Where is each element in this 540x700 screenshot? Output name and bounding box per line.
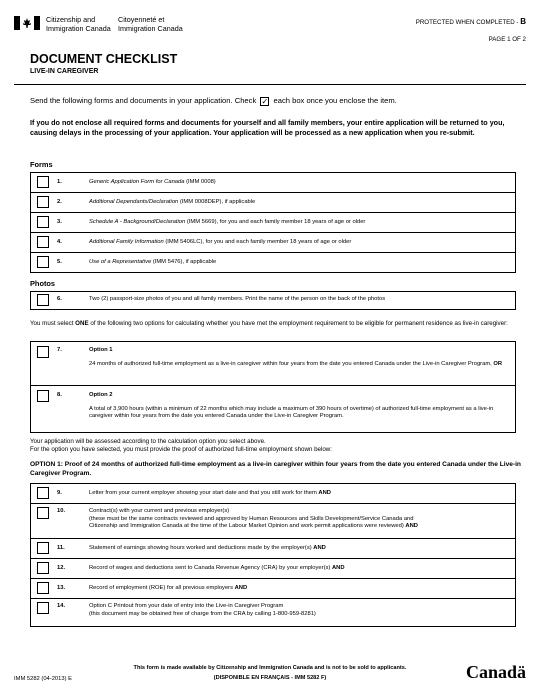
item-9-checkbox[interactable] (37, 487, 49, 499)
item-4-checkbox[interactable] (37, 236, 49, 248)
page-header (14, 14, 526, 46)
item-6-checkbox[interactable] (37, 294, 49, 306)
item-11-checkbox[interactable] (37, 542, 49, 554)
header-divider (14, 84, 526, 85)
photos-list (30, 291, 516, 310)
list-item: 6. Two (2) passport-size photos of you and all family members. Print the name of the person on the back of the photos (31, 292, 515, 309)
proof-list (30, 483, 516, 627)
list-item: 5. Use of a Representative (IMM 5476), if applicable (31, 253, 515, 272)
item-14-checkbox[interactable] (37, 602, 49, 614)
list-item: 11. Statement of earnings showing hours worked and deductions made by the employer(s) AND (31, 539, 515, 559)
item-3-checkbox[interactable] (37, 216, 49, 228)
protected-classification: PROTECTED WHEN COMPLETED - B (415, 17, 526, 26)
item-12-checkbox[interactable] (37, 562, 49, 574)
option-selection-note: You must select ONE of the following two options for calculating whether you have met the employment requirement to be eligible for permanent residence as live-in caregiver: (30, 320, 508, 327)
page-subtitle: LIVE-IN CAREGIVER (30, 68, 99, 75)
option-1-checkbox[interactable] (37, 346, 49, 358)
photos-heading: Photos (30, 279, 56, 288)
item-5-checkbox[interactable] (37, 256, 49, 268)
warning-text: If you do not enclose all required forms and documents for yourself and all family members, your entire application will be returned to you, causing delays in the processing of your application. Your application will be processed as a new application when you re-submit. (30, 118, 505, 137)
forms-heading: Forms (30, 160, 53, 169)
department-name-english: Citizenship and Immigration Canada (46, 15, 111, 33)
list-item: 1. Generic Application Form for Canada (IMM 0008) (31, 173, 515, 193)
checkmark-icon: ✓ (261, 97, 269, 106)
footer-french-availability: (DISPONIBLE EN FRANÇAIS - IMM 5282 F) (213, 675, 327, 681)
list-item: 4. Additional Family Information (IMM 5406LC), for you and each family member 18 years of age or older (31, 233, 515, 253)
intro-instructions: Send the following forms and documents in your application. Check ✓ each box once you enclose the item. (30, 96, 397, 106)
list-item: 2. Additional Dependants/Declaration (IMM 0008DEP), if applicable (31, 193, 515, 213)
form-number: IMM 5282 (04-2013) E (14, 676, 72, 682)
list-item: 8. Option 2 A total of 3,900 hours (within a minimum of 22 months which may include a maximum of 390 hours of overtime) of authorized full-time employment as a live-in caregiver within four years from the date you entered Canada under the Live-in Caregiver Program. (31, 386, 515, 432)
list-item: 9. Letter from your current employer showing your start date and that you still work for them AND (31, 484, 515, 504)
page-number: PAGE 1 OF 2 (488, 36, 526, 43)
list-item: 12. Record of wages and deductions sent to Canada Revenue Agency (CRA) by your employer(s) AND (31, 559, 515, 579)
department-name-french: Citoyenneté et Immigration Canada (118, 15, 183, 33)
item-1-checkbox[interactable] (37, 176, 49, 188)
option-1-proof-heading: OPTION 1: Proof of 24 months of authorized full-time employment as a live-in caregiver within four years from the date you entered Canada under the Live-in Caregiver Program. (30, 461, 521, 477)
item-2-checkbox[interactable] (37, 196, 49, 208)
list-item: 13. Record of employment (ROE) for all previous employers AND (31, 579, 515, 599)
item-10-checkbox[interactable] (37, 507, 49, 519)
option-2-checkbox[interactable] (37, 390, 49, 402)
list-item: 7. Option 1 24 months of authorized full-time employment as a live-in caregiver within four years from the date you entered Canada under the Live-in Caregiver Program, OR (31, 342, 515, 386)
footer-notice: This form is made available by Citizenship and Immigration Canada and is not to be sold to applicants. (133, 665, 407, 671)
list-item: 10. Contract(s) with your current and previous employer(s) (these must be the same contracts reviewed and approved by Human Resources and Skills Development/Service Canada and Citizenship and Immigration Canada at the time of the Labour Market Opinion and work permit applications were reviewed) AND (31, 504, 515, 539)
options-list (30, 341, 516, 433)
forms-list (30, 172, 516, 273)
assessment-note: Your application will be assessed according to the calculation option you select above. For the option you have selected, you must provide the proof of authorized full-time employment shown below: (30, 438, 332, 454)
list-item: 14. Option C Printout from your date of entry into the Live-in Caregiver Program (this document may be obtained free of charge from the CRA by calling 1-800-959-8281) (31, 599, 515, 626)
list-item: 3. Schedule A - Background/Declaration (IMM 5669), for you and each family member 18 years of age or older (31, 213, 515, 233)
page-title: DOCUMENT CHECKLIST (30, 52, 178, 66)
item-13-checkbox[interactable] (37, 582, 49, 594)
canada-flag-icon (14, 16, 40, 30)
canada-wordmark-logo: Canadä (465, 662, 526, 682)
